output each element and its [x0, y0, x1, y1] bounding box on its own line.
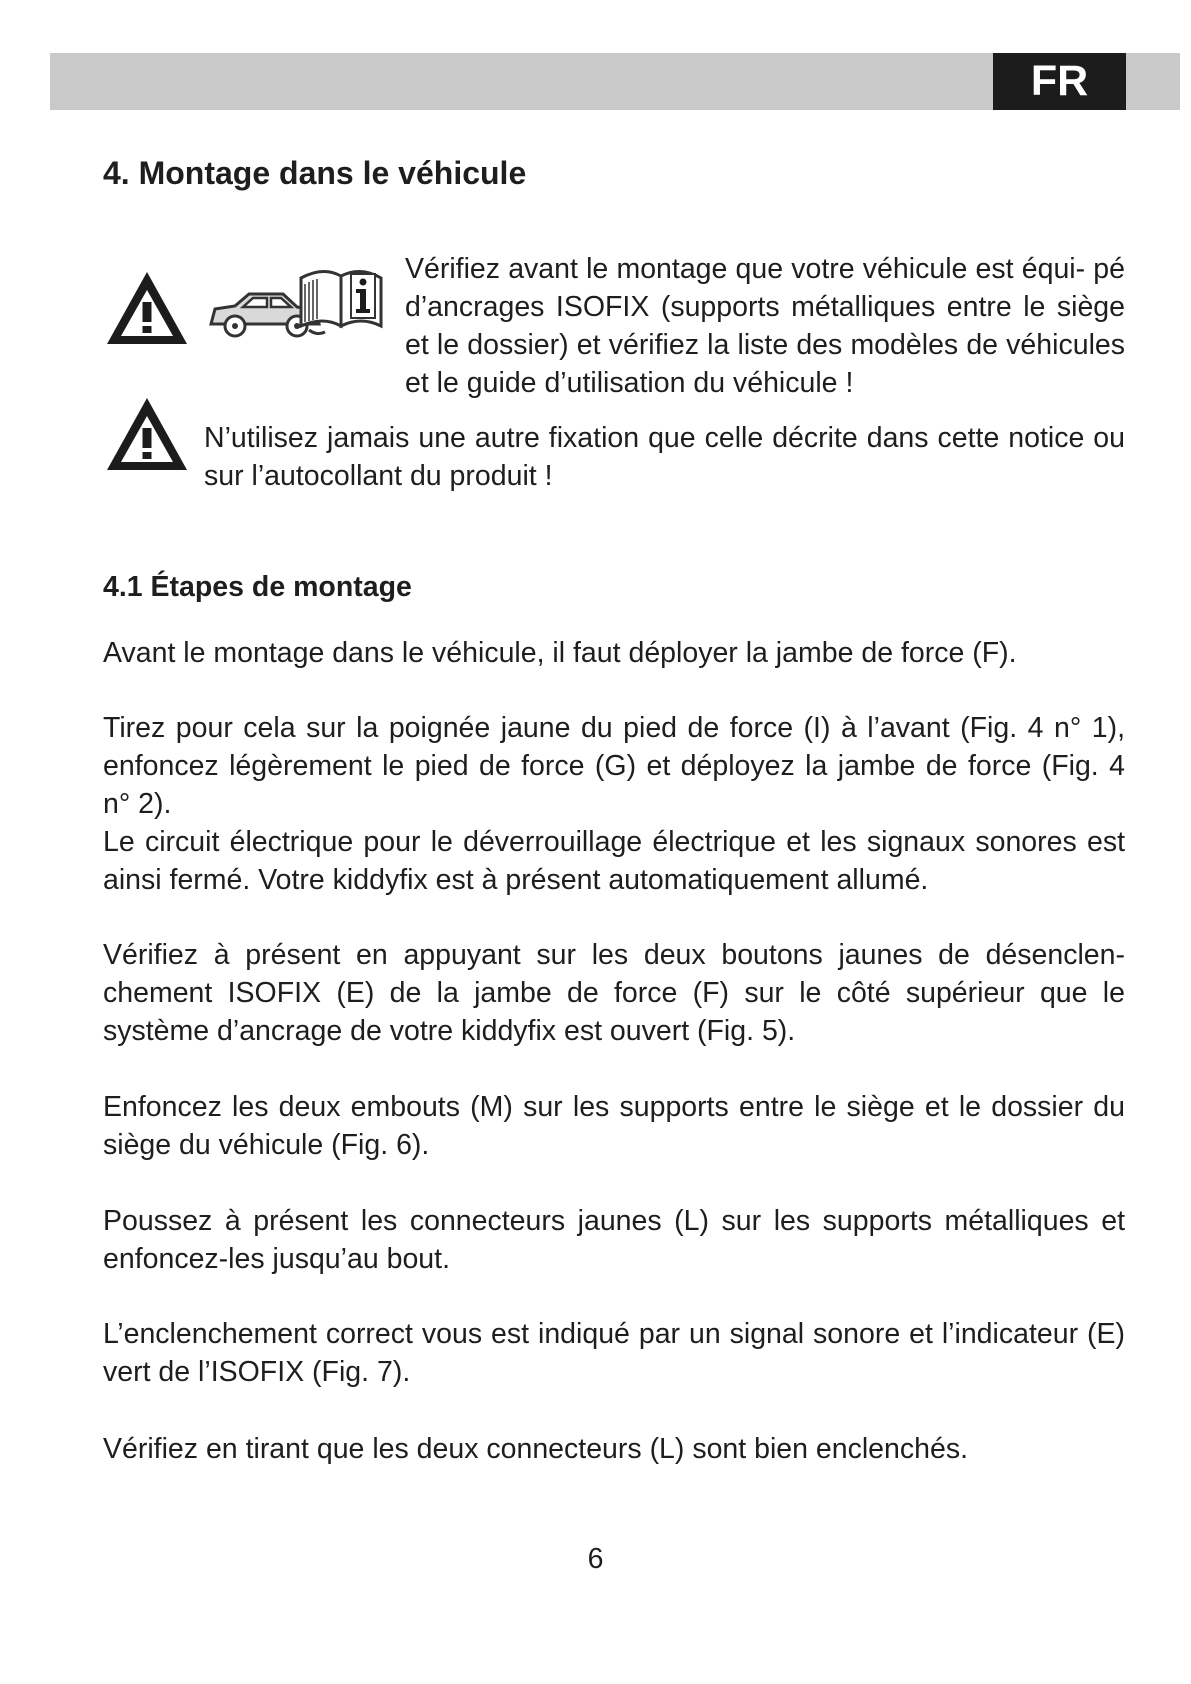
warning-triangle-icon: [103, 394, 191, 474]
paragraph: L’enclenchement correct vous est indiqué par un signal sonore et l’indicateur (E) vert de l’ISOFIX (Fig. 7).: [103, 1318, 1125, 1388]
language-tab: FR: [993, 53, 1126, 110]
car-manual-icon: [205, 264, 385, 359]
paragraph: Avant le montage dans le véhicule, il faut déployer la jambe de force (F).: [103, 637, 1017, 669]
paragraph: Vérifiez en tirant que les deux connecteurs (L) sont bien enclenchés.: [103, 1433, 969, 1465]
warning-triangle-icon: [103, 268, 191, 348]
warning-text-fixation: N’utilisez jamais une autre fixation que celle décrite dans cette notice ou sur l’autocollant du produit !: [204, 422, 1125, 492]
paragraph: Le circuit électrique pour le déverrouillage électrique et les signaux sonores est ainsi fermé. Votre kiddyfix est à présent automatiquement allumé.: [103, 826, 1125, 896]
page-number: 6: [587, 1543, 604, 1575]
warning-text-vehicle-check: Vérifiez avant le montage que votre véhicule est équi- pé d’ancrages ISOFIX (supports métalliques entre le siège et le dossier) et vérifiez la liste des modèles de véhicules et le guide d’utilisation du véhicule !: [405, 253, 1125, 399]
paragraph: Vérifiez à présent en appuyant sur les deux boutons jaunes de désenclen- chement ISOFIX (E) de la jambe de force (F) sur le côté supérieur que le système d’ancrage de votre kiddyfix est ouvert (Fig. 5).: [103, 939, 1125, 1047]
subsection-title: 4.1 Étapes de montage: [103, 571, 412, 603]
section-title: 4. Montage dans le véhicule: [103, 155, 527, 191]
paragraph: Poussez à présent les connecteurs jaunes (L) sur les supports métalliques et enfoncez-les jusqu’au bout.: [103, 1205, 1125, 1275]
paragraph: Enfoncez les deux embouts (M) sur les supports entre le siège et le dossier du siège du véhicule (Fig. 6).: [103, 1091, 1125, 1161]
paragraph: Tirez pour cela sur la poignée jaune du pied de force (I) à l’avant (Fig. 4 n° 1), enfoncez légèrement le pied de force (G) et déployez la jambe de force (Fig. 4 n° 2).: [103, 712, 1125, 820]
